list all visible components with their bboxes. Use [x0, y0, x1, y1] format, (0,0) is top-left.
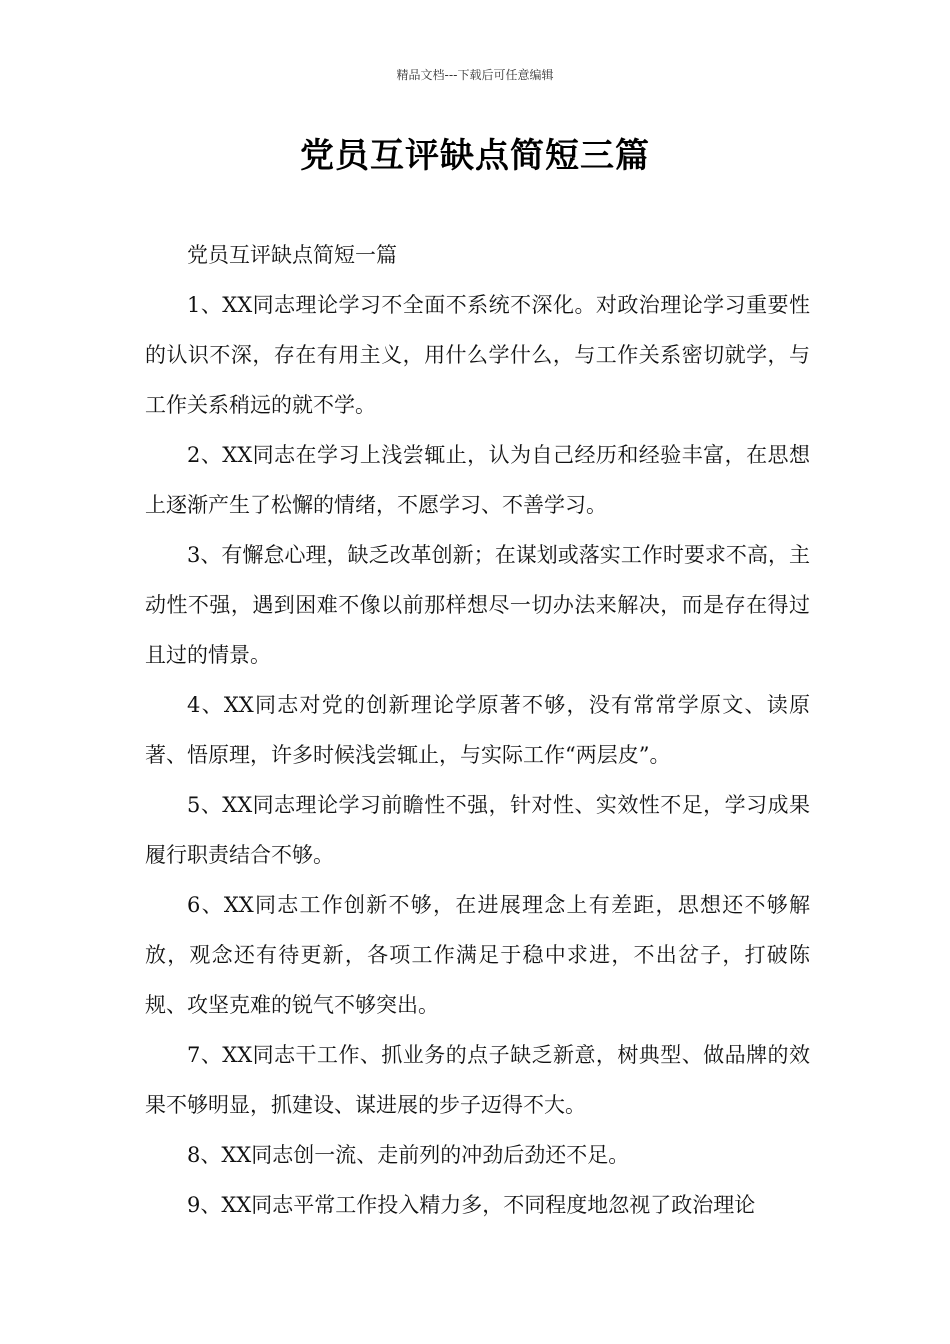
- paragraph: 5、XX同志理论学习前瞻性不强，针对性、实效性不足，学习成果履行职责结合不够。: [145, 793, 810, 867]
- paragraph: 7、XX同志干工作、抓业务的点子缺乏新意，树典型、做品牌的效果不够明显，抓建设、谋进展的步子迈得不大。: [145, 1043, 810, 1117]
- paragraph: 6、XX同志工作创新不够，在进展理念上有差距，思想还不够解放，观念还有待更新，各项工作满足于稳中求进，不出岔子，打破陈规、攻坚克难的锐气不够突出。: [145, 893, 810, 1017]
- paragraph: 2、XX同志在学习上浅尝辄止，认为自己经历和经验丰富，在思想上逐渐产生了松懈的情绪，不愿学习、不善学习。: [145, 443, 810, 517]
- document-body: [145, 230, 810, 1230]
- paragraph: 4、XX同志对党的创新理论学原著不够，没有常常学原文、读原著、悟原理，许多时候浅尝辄止，与实际工作“两层皮”。: [145, 693, 810, 767]
- header-note: 精品文档---下载后可任意编辑: [396, 68, 554, 82]
- section-heading: 党员互评缺点简短一篇: [187, 243, 397, 267]
- document-title: 党员互评缺点简短三篇: [300, 136, 650, 176]
- paragraph: 3、有懈怠心理，缺乏改革创新；在谋划或落实工作时要求不高，主动性不强，遇到困难不像以前那样想尽一切办法来解决，而是存在得过且过的情景。: [145, 543, 810, 667]
- paragraph: 1、XX同志理论学习不全面不系统不深化。对政治理论学习重要性的认识不深，存在有用主义，用什么学什么，与工作关系密切就学，与工作关系稍远的就不学。: [145, 293, 810, 417]
- paragraph: 8、XX同志创一流、走前列的冲劲后劲还不足。: [187, 1143, 630, 1167]
- paragraph: 9、XX同志平常工作投入精力多，不同程度地忽视了政治理论: [187, 1193, 756, 1217]
